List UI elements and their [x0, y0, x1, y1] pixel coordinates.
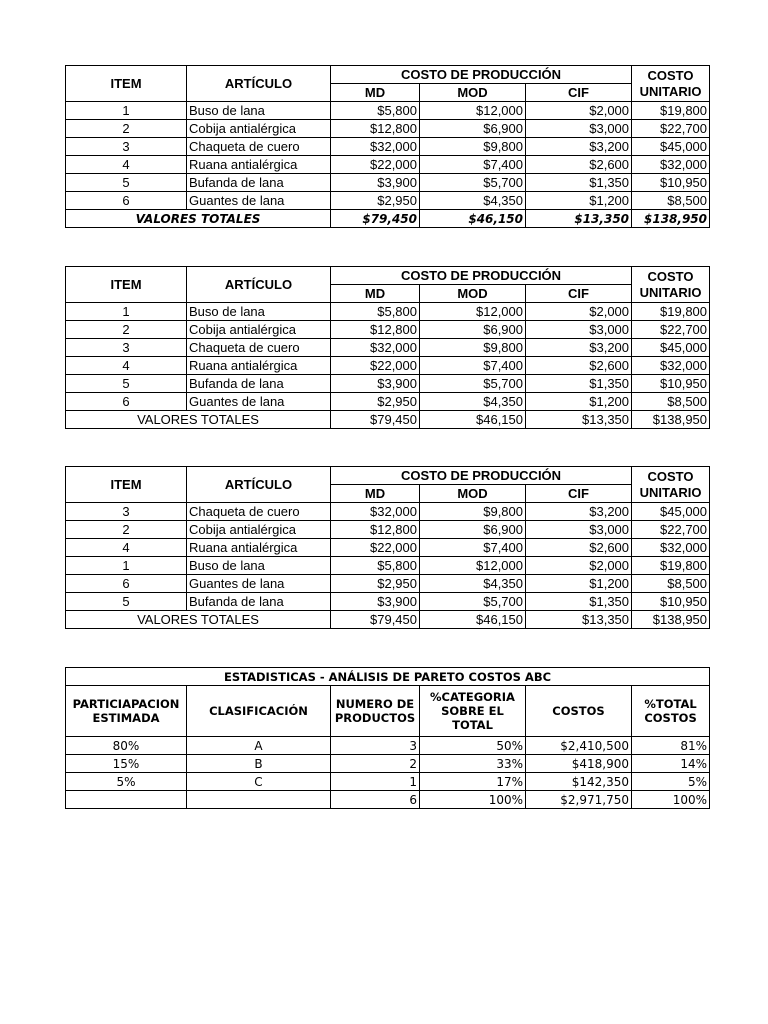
total-md: $79,450 [331, 411, 420, 429]
header-cif: CIF [526, 285, 632, 303]
total-mod: $46,150 [420, 611, 526, 629]
header-md: MD [331, 285, 420, 303]
cell-participacion [66, 791, 187, 809]
cell-cif: $1,200 [526, 192, 632, 210]
cell-numero: 2 [331, 755, 420, 773]
cell-md: $12,800 [331, 120, 420, 138]
cell-md: $3,900 [331, 174, 420, 192]
pareto-stats-table [65, 667, 710, 809]
header-costo-unitario [632, 66, 710, 102]
cell-md: $5,800 [331, 303, 420, 321]
header-costo-produccion: COSTO DE PRODUCCIÓN [331, 66, 632, 84]
table-row [66, 303, 710, 321]
cell-item: 3 [66, 138, 187, 156]
cell-item: 3 [66, 339, 187, 357]
cell-mod: $9,800 [420, 138, 526, 156]
cell-md: $3,900 [331, 593, 420, 611]
cell-cif: $3,200 [526, 138, 632, 156]
header-cif: CIF [526, 485, 632, 503]
cell-articulo: Buso de lana [187, 102, 331, 120]
header-md: MD [331, 84, 420, 102]
cell-cif: $3,000 [526, 321, 632, 339]
header-costo-unitario [632, 267, 710, 303]
table-row [66, 375, 710, 393]
cell-mod: $6,900 [420, 120, 526, 138]
table-row [66, 575, 710, 593]
cell-unit: $32,000 [632, 539, 710, 557]
cell-unit: $10,950 [632, 593, 710, 611]
total-mod: $46,150 [420, 411, 526, 429]
header-item: ITEM [66, 467, 187, 503]
cell-mod: $5,700 [420, 593, 526, 611]
cell-mod: $12,000 [420, 303, 526, 321]
total-cif: $13,350 [526, 210, 632, 228]
cell-item: 5 [66, 593, 187, 611]
cell-unit: $8,500 [632, 192, 710, 210]
table-row [66, 120, 710, 138]
cell-cif: $2,600 [526, 357, 632, 375]
cell-md: $32,000 [331, 339, 420, 357]
cell-articulo: Buso de lana [187, 303, 331, 321]
stats-title: ESTADISTICAS - ANÁLISIS DE PARETO COSTOS ABC [66, 668, 710, 686]
cell-unit: $10,950 [632, 174, 710, 192]
total-row [66, 411, 710, 429]
cell-item: 5 [66, 375, 187, 393]
cell-unit: $22,700 [632, 321, 710, 339]
cell-articulo: Cobija antialérgica [187, 120, 331, 138]
cell-unit: $19,800 [632, 557, 710, 575]
header-clasificacion: CLASIFICACIÓN [187, 686, 331, 737]
total-label: VALORES TOTALES [66, 611, 331, 629]
total-unit: $138,950 [632, 611, 710, 629]
table-row [66, 737, 710, 755]
table-row [66, 321, 710, 339]
cell-unit: $19,800 [632, 102, 710, 120]
cell-item: 6 [66, 393, 187, 411]
cell-item: 4 [66, 357, 187, 375]
cell-mod: $4,350 [420, 393, 526, 411]
table-row [66, 393, 710, 411]
cell-cif: $1,350 [526, 593, 632, 611]
cell-md: $32,000 [331, 138, 420, 156]
cell-mod: $4,350 [420, 575, 526, 593]
table-row [66, 339, 710, 357]
cell-md: $2,950 [331, 393, 420, 411]
cell-item: 1 [66, 557, 187, 575]
cell-cif: $1,350 [526, 174, 632, 192]
header-articulo: ARTÍCULO [187, 267, 331, 303]
cell-md: $22,000 [331, 539, 420, 557]
cell-clasificacion [187, 791, 331, 809]
cell-md: $22,000 [331, 156, 420, 174]
cell-md: $22,000 [331, 357, 420, 375]
header-costo-unitario [632, 467, 710, 503]
header-costo-unitario-line1: COSTO [647, 67, 694, 83]
cell-cif: $3,000 [526, 521, 632, 539]
cell-categoria: 17% [420, 773, 526, 791]
cell-item: 2 [66, 521, 187, 539]
total-row [66, 791, 710, 809]
header-costo-unitario-line2: UNITARIO [639, 83, 702, 99]
cell-total: 14% [632, 755, 710, 773]
cell-cif: $3,000 [526, 120, 632, 138]
header-costo-produccion: COSTO DE PRODUCCIÓN [331, 467, 632, 485]
header-costo-unitario-line2: UNITARIO [639, 484, 702, 500]
cell-cif: $2,000 [526, 557, 632, 575]
table-row [66, 174, 710, 192]
cell-unit: $8,500 [632, 393, 710, 411]
total-label: VALORES TOTALES [66, 210, 331, 228]
cell-articulo: Ruana antialérgica [187, 357, 331, 375]
header-categoria: %CATEGORIA SOBRE EL TOTAL [420, 686, 526, 737]
cell-articulo: Chaqueta de cuero [187, 138, 331, 156]
cell-md: $12,800 [331, 521, 420, 539]
cost-table-2 [65, 266, 710, 429]
table-row [66, 773, 710, 791]
header-numero-productos: NUMERO DE PRODUCTOS [331, 686, 420, 737]
cell-item: 5 [66, 174, 187, 192]
cell-item: 4 [66, 156, 187, 174]
cell-costos: $2,410,500 [526, 737, 632, 755]
cell-articulo: Cobija antialérgica [187, 521, 331, 539]
cell-articulo: Bufanda de lana [187, 375, 331, 393]
cell-unit: $32,000 [632, 357, 710, 375]
cell-item: 2 [66, 120, 187, 138]
header-md: MD [331, 485, 420, 503]
table-row [66, 521, 710, 539]
cell-participacion: 15% [66, 755, 187, 773]
cell-categoria: 33% [420, 755, 526, 773]
cell-articulo: Guantes de lana [187, 192, 331, 210]
header-costos: COSTOS [526, 686, 632, 737]
header-costo-unitario-line1: COSTO [647, 268, 694, 284]
cell-total: 81% [632, 737, 710, 755]
header-item: ITEM [66, 66, 187, 102]
total-numero: 6 [331, 791, 420, 809]
cell-mod: $5,700 [420, 174, 526, 192]
cell-mod: $5,700 [420, 375, 526, 393]
cell-unit: $19,800 [632, 303, 710, 321]
table-row [66, 503, 710, 521]
cell-total: 5% [632, 773, 710, 791]
cell-articulo: Guantes de lana [187, 393, 331, 411]
header-costo-produccion: COSTO DE PRODUCCIÓN [331, 267, 632, 285]
cell-md: $2,950 [331, 575, 420, 593]
cell-articulo: Bufanda de lana [187, 593, 331, 611]
cell-cif: $2,000 [526, 102, 632, 120]
cell-mod: $7,400 [420, 357, 526, 375]
cell-categoria: 50% [420, 737, 526, 755]
header-item: ITEM [66, 267, 187, 303]
cell-mod: $9,800 [420, 503, 526, 521]
cell-costos: $418,900 [526, 755, 632, 773]
cell-clasificacion: A [187, 737, 331, 755]
cell-item: 3 [66, 503, 187, 521]
cell-mod: $7,400 [420, 539, 526, 557]
total-label: VALORES TOTALES [66, 411, 331, 429]
cell-articulo: Bufanda de lana [187, 174, 331, 192]
cell-mod: $12,000 [420, 102, 526, 120]
header-articulo: ARTÍCULO [187, 66, 331, 102]
cell-numero: 1 [331, 773, 420, 791]
cell-clasificacion: C [187, 773, 331, 791]
cell-item: 1 [66, 102, 187, 120]
cell-mod: $12,000 [420, 557, 526, 575]
cell-articulo: Guantes de lana [187, 575, 331, 593]
cell-unit: $45,000 [632, 339, 710, 357]
table-row [66, 138, 710, 156]
cell-costos: $142,350 [526, 773, 632, 791]
cell-md: $3,900 [331, 375, 420, 393]
header-cif: CIF [526, 84, 632, 102]
total-cif: $13,350 [526, 611, 632, 629]
cell-unit: $45,000 [632, 138, 710, 156]
cell-md: $5,800 [331, 557, 420, 575]
cell-item: 1 [66, 303, 187, 321]
cell-item: 2 [66, 321, 187, 339]
header-participacion: PARTICIAPACION ESTIMADA [66, 686, 187, 737]
cell-numero: 3 [331, 737, 420, 755]
total-md: $79,450 [331, 611, 420, 629]
cell-unit: $45,000 [632, 503, 710, 521]
header-mod: MOD [420, 285, 526, 303]
table-row [66, 357, 710, 375]
cost-table-sorted [65, 466, 710, 629]
header-total-costos: %TOTAL COSTOS [632, 686, 710, 737]
cell-md: $2,950 [331, 192, 420, 210]
table-row [66, 593, 710, 611]
header-articulo: ARTÍCULO [187, 467, 331, 503]
cell-mod: $7,400 [420, 156, 526, 174]
total-categoria: 100% [420, 791, 526, 809]
cell-mod: $9,800 [420, 339, 526, 357]
cell-articulo: Buso de lana [187, 557, 331, 575]
total-cif: $13,350 [526, 411, 632, 429]
cell-articulo: Chaqueta de cuero [187, 503, 331, 521]
total-row [66, 210, 710, 228]
cell-clasificacion: B [187, 755, 331, 773]
table-row [66, 156, 710, 174]
total-costos: $2,971,750 [526, 791, 632, 809]
cell-cif: $1,350 [526, 375, 632, 393]
cell-articulo: Ruana antialérgica [187, 156, 331, 174]
cell-participacion: 80% [66, 737, 187, 755]
cell-item: 6 [66, 575, 187, 593]
cell-unit: $8,500 [632, 575, 710, 593]
total-mod: $46,150 [420, 210, 526, 228]
cell-unit: $22,700 [632, 521, 710, 539]
table-row [66, 192, 710, 210]
total-unit: $138,950 [632, 210, 710, 228]
table-row [66, 102, 710, 120]
cost-table-1 [65, 65, 710, 228]
header-mod: MOD [420, 84, 526, 102]
cell-cif: $3,200 [526, 339, 632, 357]
cell-unit: $10,950 [632, 375, 710, 393]
header-costo-unitario-line2: UNITARIO [639, 284, 702, 300]
cell-unit: $22,700 [632, 120, 710, 138]
cell-item: 6 [66, 192, 187, 210]
total-unit: $138,950 [632, 411, 710, 429]
cell-cif: $3,200 [526, 503, 632, 521]
table-row [66, 539, 710, 557]
table-row [66, 557, 710, 575]
cell-mod: $4,350 [420, 192, 526, 210]
total-total: 100% [632, 791, 710, 809]
cell-participacion: 5% [66, 773, 187, 791]
cell-cif: $1,200 [526, 393, 632, 411]
header-mod: MOD [420, 485, 526, 503]
header-costo-unitario-line1: COSTO [647, 468, 694, 484]
cell-unit: $32,000 [632, 156, 710, 174]
cell-cif: $2,000 [526, 303, 632, 321]
cell-item: 4 [66, 539, 187, 557]
cell-md: $5,800 [331, 102, 420, 120]
total-row [66, 611, 710, 629]
cell-md: $32,000 [331, 503, 420, 521]
total-md: $79,450 [331, 210, 420, 228]
table-row [66, 755, 710, 773]
cell-md: $12,800 [331, 321, 420, 339]
cell-mod: $6,900 [420, 521, 526, 539]
cell-cif: $2,600 [526, 156, 632, 174]
cell-articulo: Ruana antialérgica [187, 539, 331, 557]
cell-cif: $1,200 [526, 575, 632, 593]
cell-cif: $2,600 [526, 539, 632, 557]
cell-articulo: Chaqueta de cuero [187, 339, 331, 357]
cell-articulo: Cobija antialérgica [187, 321, 331, 339]
cell-mod: $6,900 [420, 321, 526, 339]
